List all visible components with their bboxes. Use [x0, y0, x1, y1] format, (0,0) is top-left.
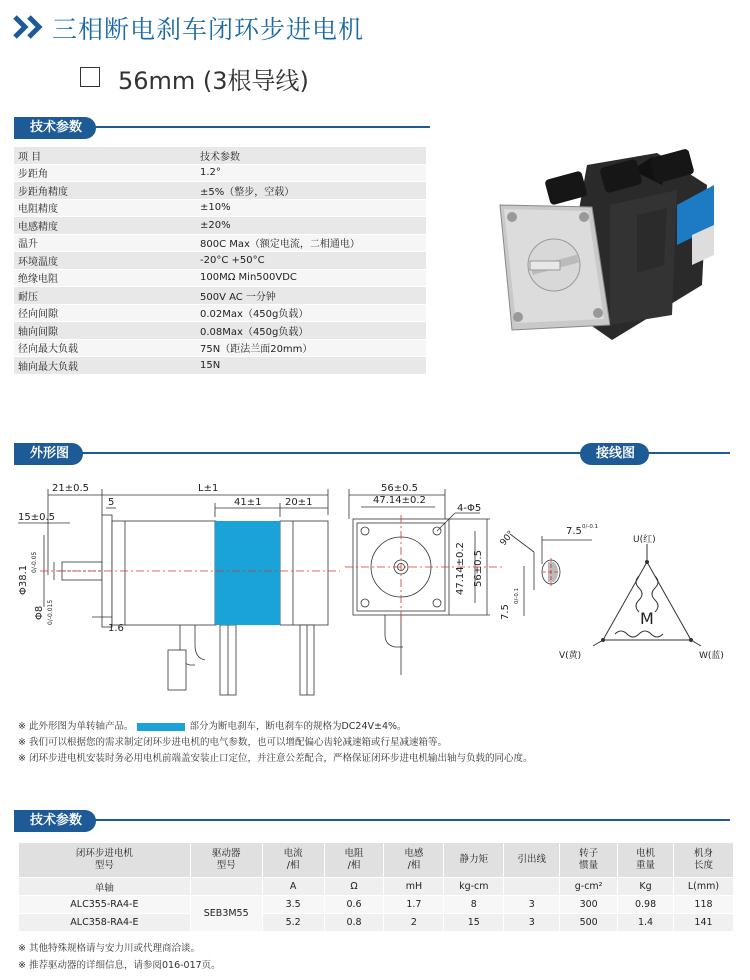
dim-label-L: L±1 — [198, 483, 219, 494]
params-data-cell: 15 — [444, 914, 504, 932]
params-unit-cell: L(mm) — [674, 878, 734, 896]
params-data-cell: 3.5 — [262, 896, 324, 914]
spec-value: ±10% — [196, 199, 426, 217]
params-unit-cell: kg-cm — [444, 878, 504, 896]
dim-label-5: 5 — [108, 497, 115, 508]
params-data-cell: 0.8 — [324, 914, 384, 932]
spec-key: 温升 — [14, 234, 196, 252]
params-data-cell: 0.6 — [324, 896, 384, 914]
spec-value: ±5%（整步，空载） — [196, 182, 426, 200]
dim-label-20: 20±1 — [285, 497, 313, 508]
spec-key: 电感精度 — [14, 217, 196, 235]
dim-label-7-5-side: 7.5 — [500, 604, 511, 620]
spec-value: 75N（距法兰面20mm） — [196, 339, 426, 357]
spec-value: 800C Max（额定电流，二相通电） — [196, 234, 426, 252]
params-unit-cell: 单轴 — [19, 878, 191, 896]
wiring-diagram — [555, 530, 740, 665]
dim-label-8: Φ8 — [34, 605, 45, 620]
spec-row — [14, 252, 426, 270]
section-rule — [14, 819, 730, 821]
section-tag-wiring: 接线图 — [580, 443, 649, 465]
params-unit-cell: g-cm² — [560, 878, 618, 896]
dim-label-41: 41±1 — [234, 497, 262, 508]
spec-key: 绝缘电阻 — [14, 269, 196, 287]
params-data-cell: 1.7 — [384, 896, 444, 914]
params-header-cell: 电机 重量 — [618, 843, 674, 878]
spec-value: -20°C +50°C — [196, 252, 426, 270]
spec-value: 100MΩ Min500VDC — [196, 269, 426, 287]
spec-value: 0.02Max（450g负载） — [196, 304, 426, 322]
params-data-cell: ALC355-RA4-E — [19, 896, 191, 914]
side-view-drawing — [10, 475, 340, 700]
spec-value: 1.2° — [196, 164, 426, 182]
spec-row — [14, 147, 426, 164]
params-data-cell: 3 — [504, 914, 560, 932]
wiring-label-w: W(蓝) — [699, 651, 724, 661]
spec-value: 15N — [196, 357, 426, 375]
dim-label-47-14-side: 47.14±0.2 — [455, 542, 466, 595]
note-1 — [18, 718, 407, 732]
spec-row — [14, 287, 426, 305]
brake-color-swatch — [137, 723, 185, 731]
params-header-row — [19, 843, 734, 878]
spec-key: 轴向最大负载 — [14, 357, 196, 375]
params-data-cell: 300 — [560, 896, 618, 914]
wiring-label-motor: M — [640, 609, 654, 628]
params-header-cell: 驱动器 型号 — [190, 843, 262, 878]
params-data-cell: 500 — [560, 914, 618, 932]
params-unit-cell — [190, 878, 262, 896]
params-data-cell: 2 — [384, 914, 444, 932]
dim-label-4-phi5: 4-Φ5 — [457, 503, 482, 514]
spec-row — [14, 357, 426, 375]
spec-row — [14, 217, 426, 235]
double-chevron-icon — [12, 14, 46, 40]
dim-label-56-side: 56±0.5 — [473, 549, 484, 587]
params-unit-row — [19, 878, 734, 896]
dim-label-56-front: 56±0.5 — [381, 483, 419, 494]
spec-value: ±20% — [196, 217, 426, 235]
dim-label-1-6: 1.6 — [108, 623, 124, 634]
page-title: 三相断电刹车闭环步进电机 — [52, 15, 365, 44]
dim-label-7-5-top-tol: 0/-0.1 — [582, 524, 599, 530]
params-unit-cell: mH — [384, 878, 444, 896]
checkbox-square — [80, 67, 100, 87]
dim-label-21: 21±0.5 — [52, 483, 90, 494]
spec-key: 步距角 — [14, 164, 196, 182]
front-view-drawing — [345, 475, 505, 700]
params-table — [18, 842, 734, 932]
spec-row — [14, 182, 426, 200]
spec-row — [14, 199, 426, 217]
params-data-cell: 3 — [504, 896, 560, 914]
dim-label-15: 15±0.5 — [18, 512, 56, 523]
note-1-text-a: ※ 此外形图为单转轴产品。 — [18, 721, 134, 732]
dim-label-8-tol: 0/-0.015 — [47, 599, 54, 625]
params-header-cell: 引出线 — [504, 843, 560, 878]
section-tag-tech-params-2: 技术参数 — [14, 810, 96, 832]
spec-key: 项 目 — [14, 147, 196, 164]
spec-key: 轴向间隙 — [14, 322, 196, 340]
params-header-cell: 电流 /相 — [262, 843, 324, 878]
params-data-cell: 0.98 — [618, 896, 674, 914]
params-unit-cell — [504, 878, 560, 896]
params-data-row — [19, 896, 734, 914]
params-unit-cell: A — [262, 878, 324, 896]
params-unit-cell: Kg — [618, 878, 674, 896]
spec-key: 径向间隙 — [14, 304, 196, 322]
section-tag-tech-params: 技术参数 — [14, 117, 96, 139]
note-4: ※ 其他特殊规格请与安力川或代理商洽谈。 — [18, 943, 200, 954]
params-header-cell: 转子 惯量 — [560, 843, 618, 878]
wiring-label-u: U(红) — [633, 535, 656, 545]
spec-value: 500V AC 一分钟 — [196, 287, 426, 305]
dim-label-7-5-top: 7.5 — [566, 526, 582, 537]
dim-label-47-14-front: 47.14±0.2 — [373, 495, 426, 506]
params-data-cell: 1.4 — [618, 914, 674, 932]
spec-key: 步距角精度 — [14, 182, 196, 200]
spec-value: 技术参数 — [196, 147, 426, 164]
dim-label-38-1: Φ38.1 — [18, 564, 29, 595]
spec-row — [14, 164, 426, 182]
note-3: ※ 闭环步进电机安装时务必用电机前端盖安装止口定位，并注意公差配合，严格保证闭环步进电机输出轴与负载的同心度。 — [18, 753, 533, 764]
dim-label-38-1-tol: 0/-0.05 — [31, 551, 38, 573]
spec-value: 0.08Max（450g负载） — [196, 322, 426, 340]
spec-row — [14, 269, 426, 287]
note-5: ※ 推荐驱动器的详细信息，请参阅016-017页。 — [18, 960, 221, 971]
spec-key: 耐压 — [14, 287, 196, 305]
spec-key: 环境温度 — [14, 252, 196, 270]
spec-key: 电阻精度 — [14, 199, 196, 217]
spec-row — [14, 304, 426, 322]
spec-row — [14, 339, 426, 357]
params-data-cell: 141 — [674, 914, 734, 932]
params-driver-cell: SEB3M55 — [190, 896, 262, 932]
note-1-text-b: 部分为断电刹车，断电刹车的规格为DC24V±4%。 — [189, 721, 407, 732]
section-tag-outline: 外形图 — [14, 443, 83, 465]
dim-label-90deg: 90° — [498, 529, 517, 548]
params-data-cell: 5.2 — [262, 914, 324, 932]
spec-row — [14, 234, 426, 252]
motor-product-image — [492, 145, 732, 345]
params-header-cell: 电阻 /相 — [324, 843, 384, 878]
params-data-row — [19, 914, 734, 932]
params-data-cell: ALC358-RA4-E — [19, 914, 191, 932]
params-unit-cell: Ω — [324, 878, 384, 896]
params-header-cell: 机身 长度 — [674, 843, 734, 878]
note-2: ※ 我们可以根据您的需求制定闭环步进电机的电气参数，也可以增配偏心齿轮减速箱或行星减速箱等。 — [18, 737, 447, 748]
params-header-cell: 静力矩 — [444, 843, 504, 878]
spec-key: 径向最大负载 — [14, 339, 196, 357]
spec-row — [14, 322, 426, 340]
params-data-cell: 8 — [444, 896, 504, 914]
params-header-cell: 闭环步进电机 型号 — [19, 843, 191, 878]
params-header-cell: 电感 /相 — [384, 843, 444, 878]
page-subtitle: 56mm (3根导线) — [118, 67, 309, 95]
params-data-cell: 118 — [674, 896, 734, 914]
spec-table — [14, 147, 426, 375]
wiring-label-v: V(黄) — [559, 651, 582, 661]
dim-label-7-5-side-tol: 0/-0.1 — [514, 587, 520, 604]
brake-section — [215, 521, 280, 625]
